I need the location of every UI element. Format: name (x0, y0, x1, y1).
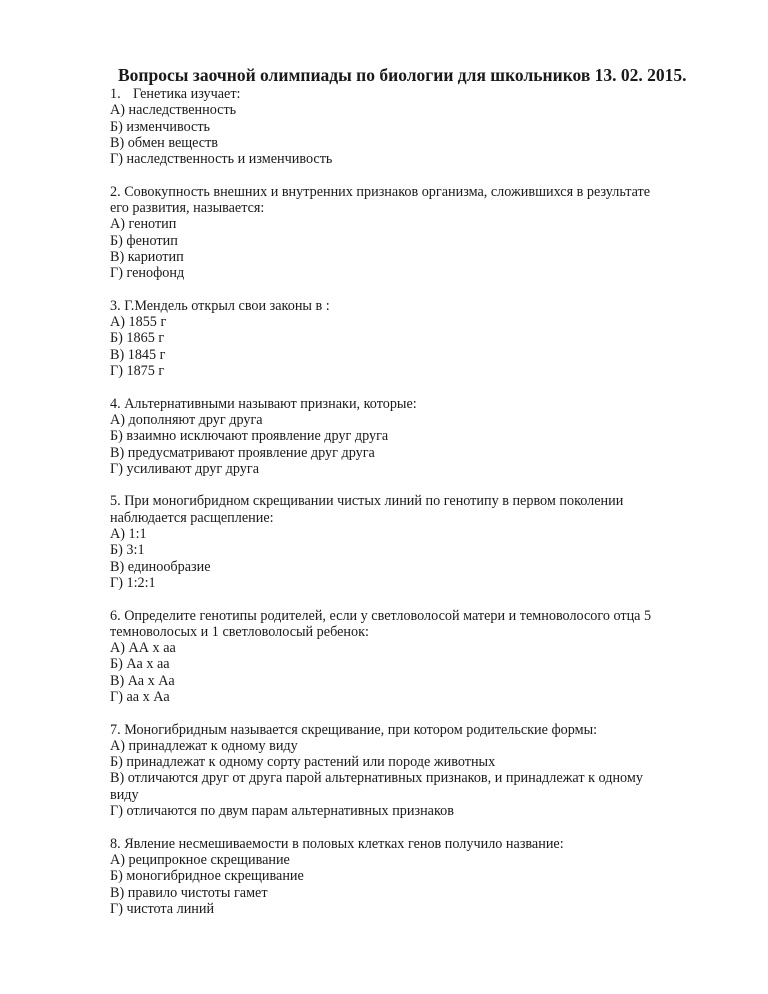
question-text (110, 624, 651, 640)
answer-option: В) кариотип (110, 248, 184, 265)
answer-option: А) дополняют друг друга (110, 411, 263, 428)
question-text (110, 722, 651, 738)
answer-option: Г) усиливают друг друга (110, 460, 260, 477)
question-1 (110, 86, 651, 167)
question-text-line: Генетика изучает: (133, 86, 241, 102)
answer-option: Б) принадлежат к одному сорту растений или породе животных (110, 754, 496, 771)
answer-option: А) реципрокное скрещивание (110, 851, 290, 868)
question-text (110, 86, 651, 102)
answer-option: А) 1:1 (110, 526, 147, 543)
question-text (110, 200, 651, 216)
question-text (110, 396, 651, 412)
questions-list (110, 86, 651, 933)
answer-option: В) единообразие (110, 558, 211, 575)
question-text-line: 2. Совокупность внешних и внутренних признаков организма, сложившихся в результате (110, 183, 651, 200)
question-5 (110, 493, 651, 591)
question-text-line: 8. Явление несмешиваемости в половых клетках генов получило название: (110, 835, 564, 852)
question-3 (110, 298, 651, 379)
answer-option: Г) отличаются по двум парам альтернативных признаков (110, 803, 454, 820)
question-text (110, 493, 651, 509)
answer-option: Б) 3:1 (110, 542, 145, 559)
answer-option: виду (110, 786, 139, 803)
question-6 (110, 608, 651, 706)
question-text-line: 3. Г.Мендель открыл свои законы в : (110, 297, 330, 314)
answer-option: Б) взаимно исключают проявление друг друга (110, 428, 389, 445)
answer-option: В) правило чистоты гамет (110, 884, 268, 901)
answer-option: В) отличаются друг от друга парой альтернативных признаков, и принадлежат к одному (110, 770, 643, 787)
answer-option: Г) наследственность и изменчивость (110, 151, 333, 168)
question-text-line: 5. При моногибридном скрещивании чистых линий по генотипу в первом поколении (110, 493, 624, 510)
answer-option: Б) 1865 г (110, 330, 165, 347)
answer-option: А) принадлежат к одному виду (110, 737, 298, 754)
answer-option: Г) чистота линий (110, 900, 215, 917)
answer-option: Б) фенотип (110, 232, 178, 249)
question-7 (110, 722, 651, 820)
question-text-line: его развития, называется: (110, 200, 265, 217)
answer-option: Г) 1875 г (110, 363, 165, 380)
answer-option: А) 1855 г (110, 314, 167, 331)
answer-option: В) 1845 г (110, 346, 166, 363)
question-text-line: 4. Альтернативными называют признаки, которые: (110, 395, 417, 412)
question-number: 1. (110, 86, 121, 102)
document-title: Вопросы заочной олимпиады по биологии для школьников 13. 02. 2015. (118, 65, 687, 85)
answer-option: Б) изменчивость (110, 118, 211, 135)
question-text (110, 608, 651, 624)
question-4 (110, 396, 651, 477)
question-8 (110, 836, 651, 917)
answer-option: В) предусматривают проявление друг друга (110, 444, 375, 461)
question-text (110, 184, 651, 200)
question-text (110, 510, 651, 526)
answer-option: Г) аа х Аа (110, 688, 170, 705)
answer-option: Б) Аа х аа (110, 656, 170, 673)
answer-option: А) наследственность (110, 102, 237, 119)
question-text-line: наблюдается расщепление: (110, 509, 274, 526)
question-text-line: темноволосых и 1 светловолосый ребенок: (110, 623, 369, 640)
question-text (110, 836, 651, 852)
answer-option: А) генотип (110, 216, 177, 233)
question-text-line: 6. Определите генотипы родителей, если у светловолосой матери и темноволосого отца 5 (110, 607, 652, 624)
answer-option: Б) моногибридное скрещивание (110, 868, 304, 885)
question-2 (110, 184, 651, 282)
question-text (110, 298, 651, 314)
answer-option: В) Аа х Аа (110, 672, 175, 689)
answer-option: В) обмен веществ (110, 134, 219, 151)
question-text-line: 7. Моногибридным называется скрещивание, при котором родительские формы: (110, 721, 598, 738)
answer-option: А) АА х аа (110, 640, 176, 657)
answer-option: Г) генофонд (110, 265, 185, 282)
answer-option: Г) 1:2:1 (110, 574, 156, 591)
